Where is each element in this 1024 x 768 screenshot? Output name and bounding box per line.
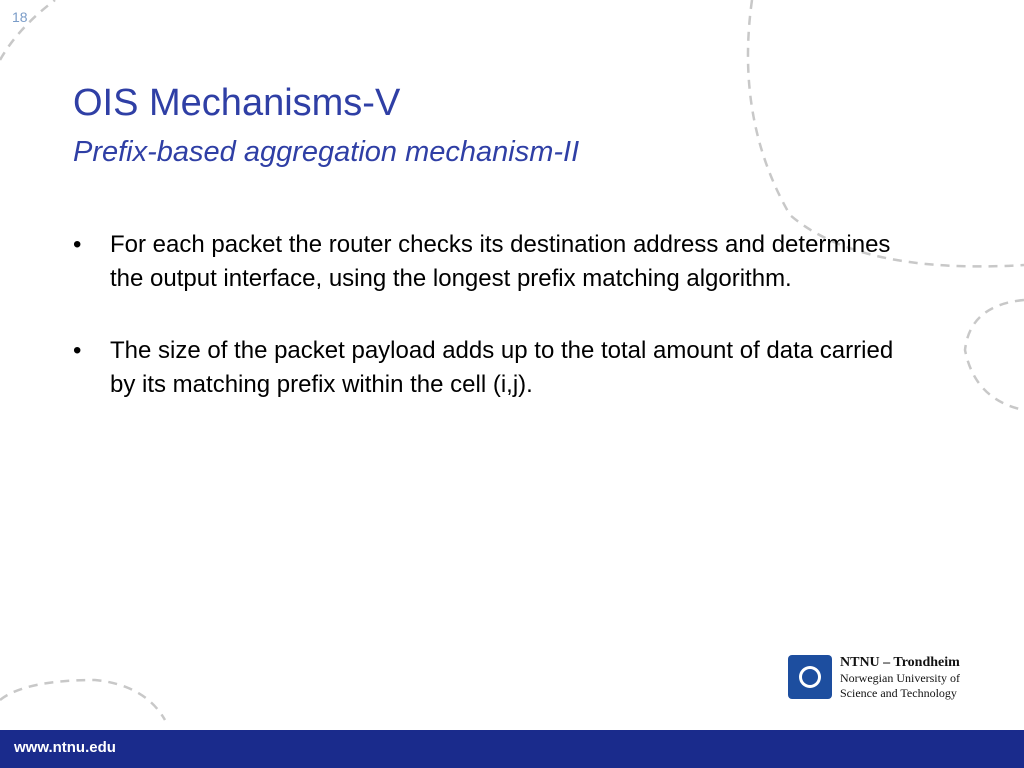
footer-bar — [0, 730, 1024, 768]
footer-url-link[interactable]: www.ntnu.edu — [14, 739, 116, 756]
logo-inner-circle — [802, 669, 818, 685]
arc-top-right — [748, 0, 1024, 266]
institution-name: NTNU – Trondheim — [840, 655, 960, 670]
slide-title: OIS Mechanisms-V — [73, 82, 401, 124]
institution-line-1: Norwegian University of — [840, 671, 960, 685]
slide-number: 18 — [12, 9, 28, 25]
bullet-text: For each packet the router checks its destination address and determines the output interface, using the longest prefix matching algorithm. — [110, 231, 891, 292]
bullet-item — [73, 228, 903, 296]
arc-right-small — [965, 300, 1024, 410]
bullet-item — [73, 334, 903, 402]
bullet-list — [73, 228, 903, 440]
bullet-marker: • — [73, 337, 82, 364]
ntnu-logo-icon — [788, 655, 832, 699]
slide-subtitle: Prefix-based aggregation mechanism-II — [73, 136, 580, 168]
arc-bottom-left — [0, 680, 165, 720]
institution-block — [840, 654, 960, 701]
bullet-text: The size of the packet payload adds up to the total amount of data carried by its matching prefix within the cell (i,j). — [110, 337, 894, 398]
institution-line-2: Science and Technology — [840, 686, 957, 700]
bullet-marker: • — [73, 231, 82, 258]
